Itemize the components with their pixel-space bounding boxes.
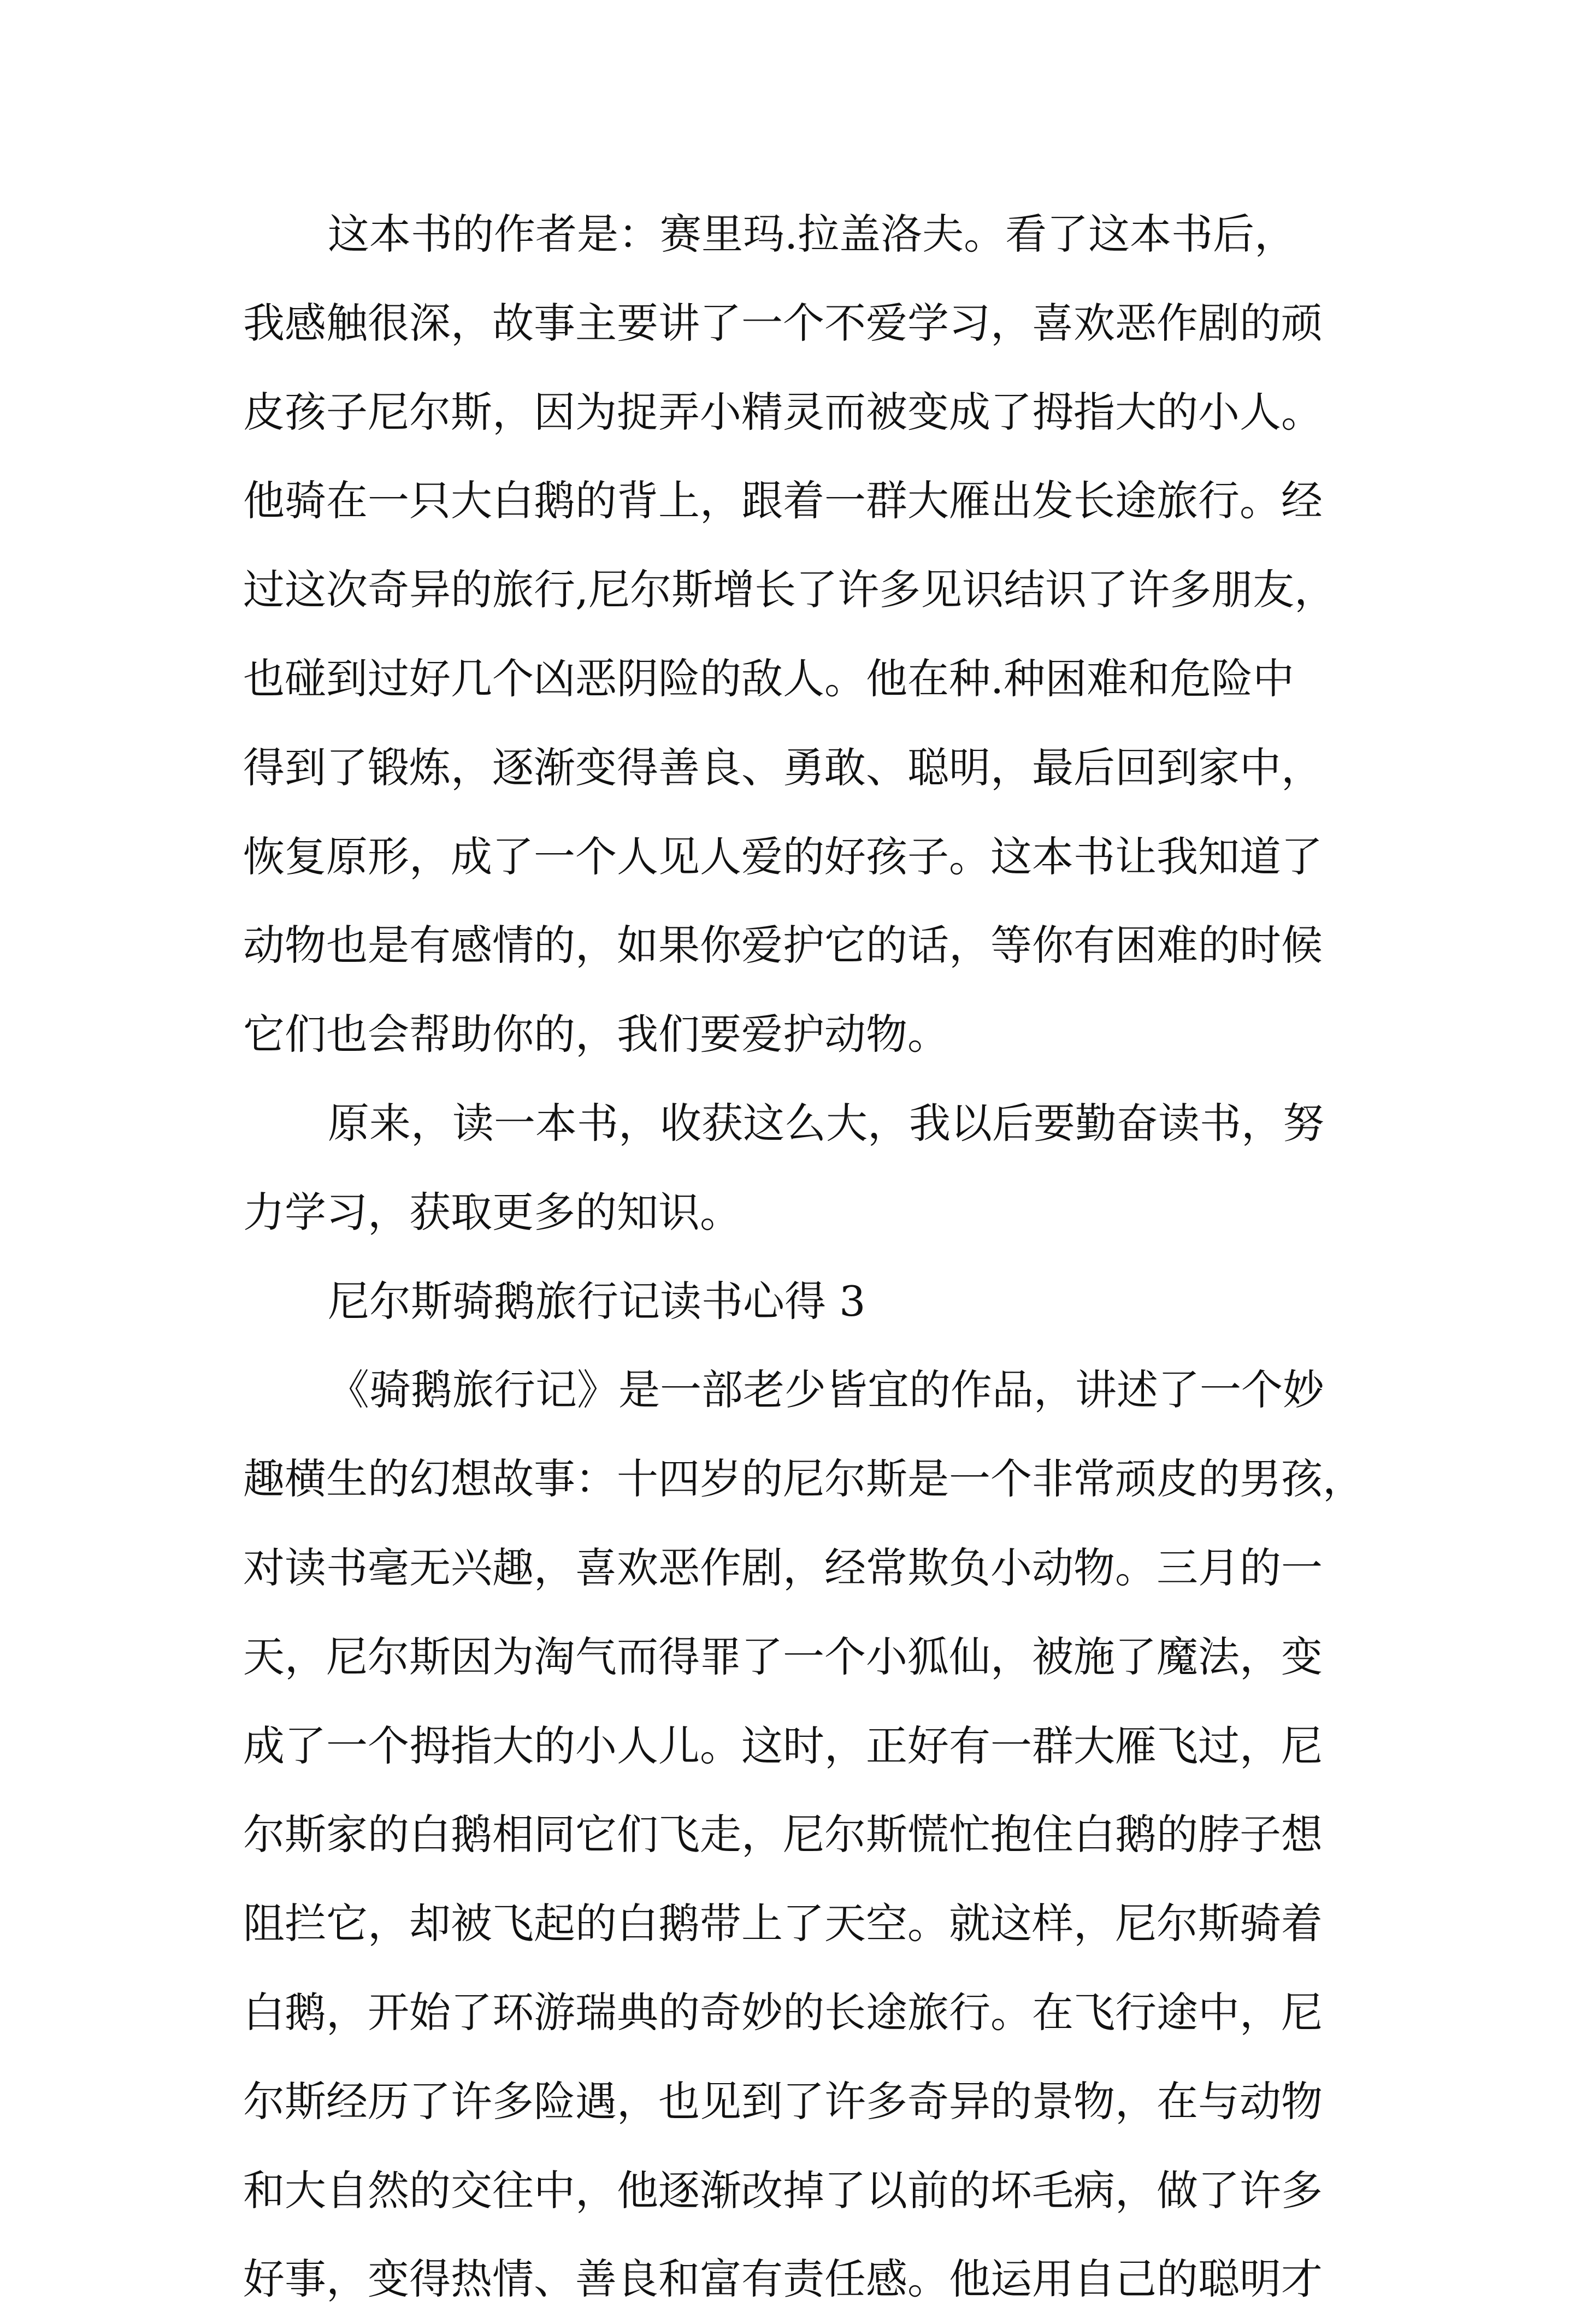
paragraph-line: 天，尼尔斯因为淘气而得罪了一个小狐仙，被施了魔法，变 bbox=[243, 1632, 1323, 1681]
paragraph-line: 《骑鹅旅行记》是一部老少皆宜的作品，讲述了一个妙 bbox=[328, 1365, 1324, 1415]
paragraph-line: 过这次奇异的旅行,尼尔斯增长了许多见识结识了许多朋友， bbox=[243, 565, 1336, 614]
paragraph-line: 动物也是有感情的，如果你爱护它的话，等你有困难的时候 bbox=[243, 921, 1323, 970]
paragraph-line: 他骑在一只大白鹅的背上，跟着一群大雁出发长途旅行。经 bbox=[243, 476, 1323, 525]
paragraph-line: 它们也会帮助你的，我们要爱护动物。 bbox=[243, 1010, 949, 1059]
paragraph-line: 和大自然的交往中，他逐渐改掉了以前的坏毛病，做了许多 bbox=[243, 2166, 1323, 2215]
paragraph-line: 我感触很深，故事主要讲了一个不爱学习，喜欢恶作剧的顽 bbox=[243, 298, 1323, 347]
paragraph-line: 好事，变得热情、善良和富有责任感。他运用自己的聪明才 bbox=[243, 2255, 1323, 2304]
paragraph-line: 趣横生的幻想故事：十四岁的尼尔斯是一个非常顽皮的男孩， bbox=[243, 1454, 1364, 1504]
paragraph-line: 也碰到过好几个凶恶阴险的敌人。他在种.种困难和危险中 bbox=[243, 654, 1295, 703]
document-body bbox=[243, 190, 1390, 2324]
paragraph-line: 白鹅，开始了环游瑞典的奇妙的长途旅行。在飞行途中，尼 bbox=[243, 1988, 1323, 2037]
paragraph-line: 力学习，获取更多的知识。 bbox=[243, 1187, 741, 1237]
paragraph-line: 对读书毫无兴趣，喜欢恶作剧，经常欺负小动物。三月的一 bbox=[243, 1543, 1323, 1592]
paragraph-line: 成了一个拇指大的小人儿。这时，正好有一群大雁飞过，尼 bbox=[243, 1721, 1323, 1770]
paragraph-line: 皮孩子尼尔斯，因为捉弄小精灵而被变成了拇指大的小人。 bbox=[243, 387, 1323, 436]
paragraph-line: 尔斯经历了许多险遇，也见到了许多奇异的景物，在与动物 bbox=[243, 2077, 1323, 2126]
paragraph-line: 阻拦它，却被飞起的白鹅带上了天空。就这样，尼尔斯骑着 bbox=[243, 1899, 1323, 1948]
paragraph-line: 这本书的作者是：赛里玛.拉盖洛夫。看了这本书后， bbox=[328, 210, 1296, 258]
section-heading: 尼尔斯骑鹅旅行记读书心得 3 bbox=[328, 1276, 866, 1326]
paragraph-line: 得到了锻炼，逐渐变得善良、勇敢、聪明，最后回到家中， bbox=[243, 743, 1323, 792]
paragraph-line: 原来，读一本书，收获这么大，我以后要勤奋读书，努 bbox=[328, 1098, 1324, 1148]
paragraph-line: 恢复原形，成了一个人见人爱的好孩子。这本书让我知道了 bbox=[243, 832, 1323, 881]
paragraph-line: 尔斯家的白鹅相同它们飞走，尼尔斯慌忙抱住白鹅的脖子想 bbox=[243, 1810, 1323, 1859]
